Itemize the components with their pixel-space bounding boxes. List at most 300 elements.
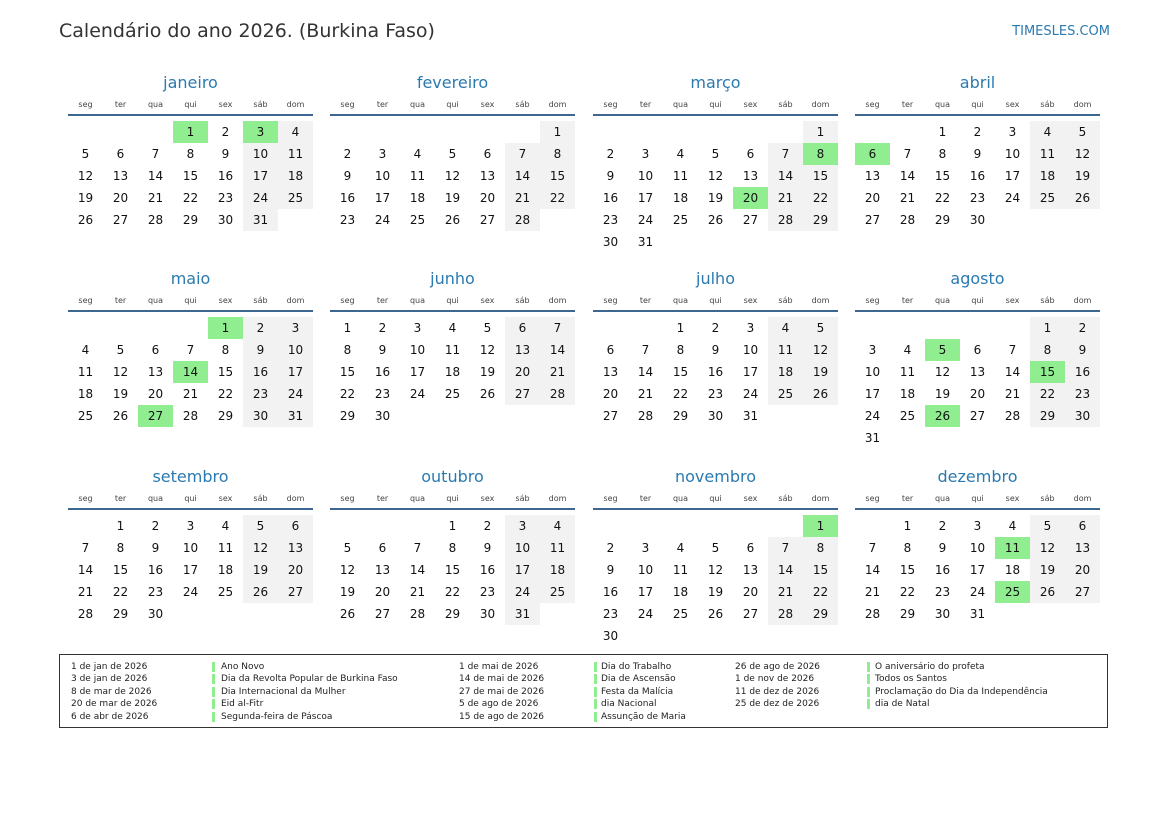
day-cell: 29: [339, 409, 356, 423]
month-name: março: [690, 73, 741, 92]
day-cell: 14: [864, 563, 881, 577]
day-cell: 11: [217, 541, 234, 555]
day-cell: 27: [742, 607, 759, 621]
legend-date: 3 de jan de 2026: [71, 674, 148, 685]
legend-marker: [594, 687, 597, 697]
day-cell: 14: [637, 365, 654, 379]
day-cell: 31: [505, 603, 540, 625]
day-cell: 11: [409, 169, 426, 183]
month-4: [68, 269, 313, 454]
day-cell: 8: [343, 343, 352, 357]
weekday-label: qua: [672, 494, 689, 503]
day-cell: 21: [540, 361, 575, 383]
day-cell: 21: [409, 585, 426, 599]
weekday-label: sex: [218, 296, 233, 305]
legend-holiday-name: Proclamação do Dia da Independência: [875, 686, 1048, 697]
weekday-label: seg: [603, 494, 618, 503]
day-cell: 22: [182, 191, 199, 205]
day-cell: 1: [448, 519, 457, 533]
day-cell: 2: [711, 321, 720, 335]
day-cell: 14: [540, 339, 575, 361]
day-cell: 18: [409, 191, 426, 205]
weekday-label: sáb: [1040, 494, 1055, 503]
day-cell: 15: [803, 165, 838, 187]
legend-date: 5 de ago de 2026: [459, 699, 539, 710]
day-cell: 19: [243, 559, 278, 581]
day-cell: 29: [182, 213, 199, 227]
month-1: [330, 73, 575, 258]
day-cell: 11: [444, 343, 461, 357]
day-cell: 3: [641, 147, 650, 161]
day-cell: 14: [505, 165, 540, 187]
weekday-label: sex: [218, 100, 233, 109]
month-name: fevereiro: [416, 73, 489, 92]
weekday-label: qua: [147, 494, 164, 503]
weekday-label: sáb: [253, 494, 268, 503]
day-cell: 8: [938, 147, 947, 161]
day-cell: 25: [278, 187, 313, 209]
day-cell: 2: [221, 125, 230, 139]
day-cell: 10: [278, 339, 313, 361]
day-cell: 1: [903, 519, 912, 533]
header-rule: [68, 508, 313, 510]
day-cell: 21: [1004, 387, 1021, 401]
day-cell: 5: [711, 541, 720, 555]
header-rule: [855, 114, 1100, 116]
day-cell: 25: [672, 607, 689, 621]
day-cell: 13: [742, 169, 759, 183]
weekday-label: qui: [446, 296, 459, 305]
weekday-label: sáb: [515, 100, 530, 109]
day-cell: 28: [77, 607, 94, 621]
day-cell: 22: [540, 187, 575, 209]
day-cell: 10: [182, 541, 199, 555]
day-cell: 26: [77, 213, 94, 227]
day-cell: 4: [413, 147, 422, 161]
holiday-day-cell: 6: [855, 143, 890, 165]
day-cell: 9: [711, 343, 720, 357]
day-cell: 1: [938, 125, 947, 139]
day-cell: 15: [217, 365, 234, 379]
day-cell: 19: [479, 365, 496, 379]
holiday-day-cell: 26: [925, 405, 960, 427]
day-cell: 1: [343, 321, 352, 335]
day-cell: 18: [77, 387, 94, 401]
weekday-label: sáb: [778, 100, 793, 109]
day-cell: 8: [186, 147, 195, 161]
weekday-label: dom: [286, 100, 305, 109]
day-cell: 16: [243, 361, 278, 383]
day-cell: 7: [151, 147, 160, 161]
legend-date: 1 de nov de 2026: [735, 674, 815, 685]
weekday-label: sáb: [253, 296, 268, 305]
day-cell: 8: [803, 537, 838, 559]
day-cell: 17: [637, 585, 654, 599]
day-cell: 17: [409, 365, 426, 379]
weekday-label: sex: [743, 296, 758, 305]
day-cell: 4: [676, 147, 685, 161]
day-cell: 18: [899, 387, 916, 401]
day-cell: 13: [112, 169, 129, 183]
day-cell: 31: [278, 405, 313, 427]
day-cell: 16: [602, 585, 619, 599]
day-cell: 27: [505, 383, 540, 405]
legend-holiday-name: Todos os Santos: [875, 674, 947, 685]
day-cell: 22: [339, 387, 356, 401]
legend-date: 1 de jan de 2026: [71, 662, 148, 672]
day-cell: 9: [221, 147, 230, 161]
day-cell: 7: [868, 541, 877, 555]
day-cell: 10: [243, 143, 278, 165]
weekday-label: sáb: [778, 494, 793, 503]
day-cell: 18: [540, 559, 575, 581]
legend-marker: [867, 674, 870, 684]
day-cell: 27: [864, 213, 881, 227]
day-cell: 17: [505, 559, 540, 581]
month-name: abril: [959, 73, 996, 92]
day-cell: 2: [243, 317, 278, 339]
day-cell: 8: [448, 541, 457, 555]
day-cell: 21: [77, 585, 94, 599]
day-cell: 31: [243, 209, 278, 231]
legend-date: 25 de dez de 2026: [735, 699, 820, 710]
holiday-day-cell: 1: [803, 515, 838, 537]
day-cell: 5: [483, 321, 492, 335]
day-cell: 2: [483, 519, 492, 533]
day-cell: 13: [742, 563, 759, 577]
day-cell: 9: [1065, 339, 1100, 361]
day-cell: 16: [1065, 361, 1100, 383]
header-rule: [330, 114, 575, 116]
day-cell: 31: [637, 235, 654, 249]
weekday-label: sáb: [1040, 100, 1055, 109]
day-cell: 16: [217, 169, 234, 183]
day-cell: 4: [221, 519, 230, 533]
weekday-label: ter: [639, 100, 652, 109]
weekday-label: seg: [603, 100, 618, 109]
weekday-label: seg: [340, 100, 355, 109]
day-cell: 20: [112, 191, 129, 205]
day-cell: 3: [378, 147, 387, 161]
day-cell: 29: [899, 607, 916, 621]
day-cell: 2: [378, 321, 387, 335]
day-cell: 23: [243, 383, 278, 405]
legend-holiday-name: Eid al-Fitr: [221, 699, 264, 710]
day-cell: 26: [1065, 187, 1100, 209]
day-cell: 15: [112, 563, 129, 577]
day-cell: 7: [1008, 343, 1017, 357]
day-cell: 4: [768, 317, 803, 339]
day-cell: 16: [479, 563, 496, 577]
weekday-label: sex: [1005, 296, 1020, 305]
legend-holiday-name: Dia Internacional da Mulher: [221, 686, 346, 697]
day-cell: 28: [768, 209, 803, 231]
day-cell: 30: [602, 629, 619, 643]
header-rule: [855, 508, 1100, 510]
month-3: [855, 73, 1100, 258]
weekday-label: dom: [286, 296, 305, 305]
day-cell: 31: [969, 607, 986, 621]
day-cell: 16: [374, 365, 391, 379]
weekday-label: qui: [446, 494, 459, 503]
legend-date: 11 de dez de 2026: [735, 686, 820, 697]
day-cell: 15: [672, 365, 689, 379]
day-cell: 21: [899, 191, 916, 205]
day-cell: 19: [339, 585, 356, 599]
day-cell: 25: [1030, 187, 1065, 209]
day-cell: 2: [973, 125, 982, 139]
day-cell: 4: [278, 121, 313, 143]
day-cell: 6: [505, 317, 540, 339]
day-cell: 14: [1004, 365, 1021, 379]
day-cell: 7: [768, 537, 803, 559]
day-cell: 11: [540, 537, 575, 559]
holiday-day-cell: 27: [138, 405, 173, 427]
legend-holiday-name: Dia da Revolta Popular de Burkina Faso: [221, 674, 398, 685]
weekday-label: sáb: [515, 494, 530, 503]
weekday-label: ter: [639, 296, 652, 305]
day-cell: 6: [973, 343, 982, 357]
legend-holiday-name: Ano Novo: [221, 662, 265, 672]
day-cell: 5: [243, 515, 278, 537]
day-cell: 11: [899, 365, 916, 379]
legend-holiday-name: Segunda-feira de Páscoa: [221, 711, 333, 722]
day-cell: 18: [1004, 563, 1021, 577]
month-name: novembro: [675, 467, 756, 486]
day-cell: 10: [409, 343, 426, 357]
weekday-label: dom: [286, 494, 305, 503]
day-cell: 25: [217, 585, 234, 599]
day-cell: 8: [676, 343, 685, 357]
day-cell: 22: [112, 585, 129, 599]
day-cell: 10: [1004, 147, 1021, 161]
day-cell: 19: [803, 361, 838, 383]
month-10: [593, 467, 838, 652]
day-cell: 28: [1004, 409, 1021, 423]
day-cell: 9: [606, 169, 615, 183]
day-cell: 26: [243, 581, 278, 603]
holiday-day-cell: 1: [208, 317, 243, 339]
day-cell: 22: [803, 581, 838, 603]
page-title: Calendário do ano 2026. (Burkina Faso): [59, 20, 435, 42]
day-cell: 9: [483, 541, 492, 555]
day-cell: 17: [374, 191, 391, 205]
day-cell: 1: [116, 519, 125, 533]
day-cell: 13: [479, 169, 496, 183]
legend-date: 6 de abr de 2026: [71, 711, 149, 722]
day-cell: 12: [479, 343, 496, 357]
legend-date: 20 de mar de 2026: [71, 699, 158, 710]
weekday-label: qua: [409, 296, 426, 305]
day-cell: 24: [742, 387, 759, 401]
legend-holiday-name: Assunção de Maria: [601, 711, 686, 722]
day-cell: 20: [147, 387, 164, 401]
day-cell: 23: [602, 213, 619, 227]
month-name: setembro: [152, 467, 229, 486]
day-cell: 30: [374, 409, 391, 423]
legend-date: 1 de mai de 2026: [459, 662, 539, 672]
day-cell: 5: [1030, 515, 1065, 537]
weekday-label: dom: [548, 494, 567, 503]
weekday-label: seg: [78, 494, 93, 503]
legend-marker: [594, 674, 597, 684]
weekday-label: seg: [340, 296, 355, 305]
weekday-label: ter: [639, 494, 652, 503]
header-rule: [593, 114, 838, 116]
day-cell: 9: [973, 147, 982, 161]
day-cell: 5: [448, 147, 457, 161]
day-cell: 24: [243, 187, 278, 209]
legend-holiday-name: Dia de Ascensão: [601, 674, 676, 685]
day-cell: 16: [339, 191, 356, 205]
day-cell: 23: [934, 585, 951, 599]
holiday-day-cell: 3: [243, 121, 278, 143]
legend-marker: [212, 662, 215, 672]
day-cell: 17: [1004, 169, 1021, 183]
day-cell: 5: [343, 541, 352, 555]
day-cell: 1: [676, 321, 685, 335]
month-name: outubro: [421, 467, 484, 486]
day-cell: 12: [707, 563, 724, 577]
day-cell: 7: [505, 143, 540, 165]
day-cell: 24: [637, 607, 654, 621]
day-cell: 16: [969, 169, 986, 183]
day-cell: 4: [448, 321, 457, 335]
day-cell: 10: [637, 563, 654, 577]
day-cell: 12: [934, 365, 951, 379]
legend-marker: [867, 687, 870, 697]
weekday-label: ter: [114, 100, 127, 109]
day-cell: 30: [707, 409, 724, 423]
legend-holiday-name: Dia do Trabalho: [601, 662, 672, 672]
day-cell: 25: [672, 213, 689, 227]
day-cell: 18: [278, 165, 313, 187]
day-cell: 6: [278, 515, 313, 537]
day-cell: 13: [505, 339, 540, 361]
weekday-label: sex: [218, 494, 233, 503]
weekday-label: sáb: [253, 100, 268, 109]
weekday-label: ter: [901, 296, 914, 305]
holiday-day-cell: 20: [733, 187, 768, 209]
day-cell: 20: [864, 191, 881, 205]
day-cell: 26: [803, 383, 838, 405]
day-cell: 14: [409, 563, 426, 577]
day-cell: 23: [969, 191, 986, 205]
day-cell: 7: [903, 147, 912, 161]
day-cell: 17: [969, 563, 986, 577]
legend-marker: [867, 662, 870, 672]
day-cell: 10: [742, 343, 759, 357]
day-cell: 16: [147, 563, 164, 577]
day-cell: 3: [278, 317, 313, 339]
day-cell: 20: [505, 361, 540, 383]
day-cell: 28: [637, 409, 654, 423]
day-cell: 24: [637, 213, 654, 227]
month-11: [855, 467, 1100, 652]
day-cell: 29: [803, 603, 838, 625]
day-cell: 30: [934, 607, 951, 621]
day-cell: 30: [147, 607, 164, 621]
day-cell: 27: [278, 581, 313, 603]
brand-link[interactable]: TIMESLES.COM: [1012, 24, 1110, 39]
day-cell: 12: [1030, 537, 1065, 559]
weekday-label: sex: [480, 100, 495, 109]
day-cell: 12: [77, 169, 94, 183]
legend-marker: [867, 699, 870, 709]
day-cell: 10: [637, 169, 654, 183]
weekday-label: qui: [184, 296, 197, 305]
weekday-label: qua: [934, 100, 951, 109]
day-cell: 22: [217, 387, 234, 401]
day-cell: 27: [602, 409, 619, 423]
day-cell: 16: [934, 563, 951, 577]
month-name: julho: [696, 269, 735, 288]
day-cell: 13: [278, 537, 313, 559]
day-cell: 23: [602, 607, 619, 621]
legend-marker: [212, 712, 215, 722]
day-cell: 13: [1065, 537, 1100, 559]
day-cell: 1: [540, 121, 575, 143]
header-rule: [593, 508, 838, 510]
day-cell: 24: [969, 585, 986, 599]
day-cell: 22: [803, 187, 838, 209]
day-cell: 5: [81, 147, 90, 161]
day-cell: 28: [147, 213, 164, 227]
holiday-day-cell: 8: [803, 143, 838, 165]
holiday-day-cell: 5: [925, 339, 960, 361]
day-cell: 25: [409, 213, 426, 227]
day-cell: 7: [186, 343, 195, 357]
legend-date: 27 de mai de 2026: [459, 686, 545, 697]
day-cell: 20: [969, 387, 986, 401]
weekday-label: qui: [184, 100, 197, 109]
weekday-label: sáb: [515, 296, 530, 305]
day-cell: 12: [1065, 143, 1100, 165]
day-cell: 25: [768, 383, 803, 405]
day-cell: 27: [742, 213, 759, 227]
weekday-label: ter: [376, 100, 389, 109]
day-cell: 28: [409, 607, 426, 621]
day-cell: 26: [1030, 581, 1065, 603]
day-cell: 3: [746, 321, 755, 335]
day-cell: 27: [969, 409, 986, 423]
day-cell: 20: [479, 191, 496, 205]
legend-marker: [594, 712, 597, 722]
day-cell: 25: [899, 409, 916, 423]
day-cell: 21: [768, 187, 803, 209]
day-cell: 7: [641, 343, 650, 357]
day-cell: 14: [147, 169, 164, 183]
day-cell: 7: [413, 541, 422, 555]
day-cell: 24: [182, 585, 199, 599]
header-rule: [330, 508, 575, 510]
day-cell: 6: [378, 541, 387, 555]
day-cell: 6: [746, 147, 755, 161]
weekday-label: dom: [1073, 100, 1092, 109]
day-cell: 17: [864, 387, 881, 401]
day-cell: 24: [278, 383, 313, 405]
day-cell: 18: [217, 563, 234, 577]
day-cell: 5: [116, 343, 125, 357]
weekday-label: seg: [865, 100, 880, 109]
day-cell: 25: [444, 387, 461, 401]
weekday-label: ter: [901, 494, 914, 503]
day-cell: 25: [540, 581, 575, 603]
weekday-label: ter: [114, 296, 127, 305]
day-cell: 19: [1065, 165, 1100, 187]
weekday-label: sex: [743, 494, 758, 503]
day-cell: 7: [540, 317, 575, 339]
